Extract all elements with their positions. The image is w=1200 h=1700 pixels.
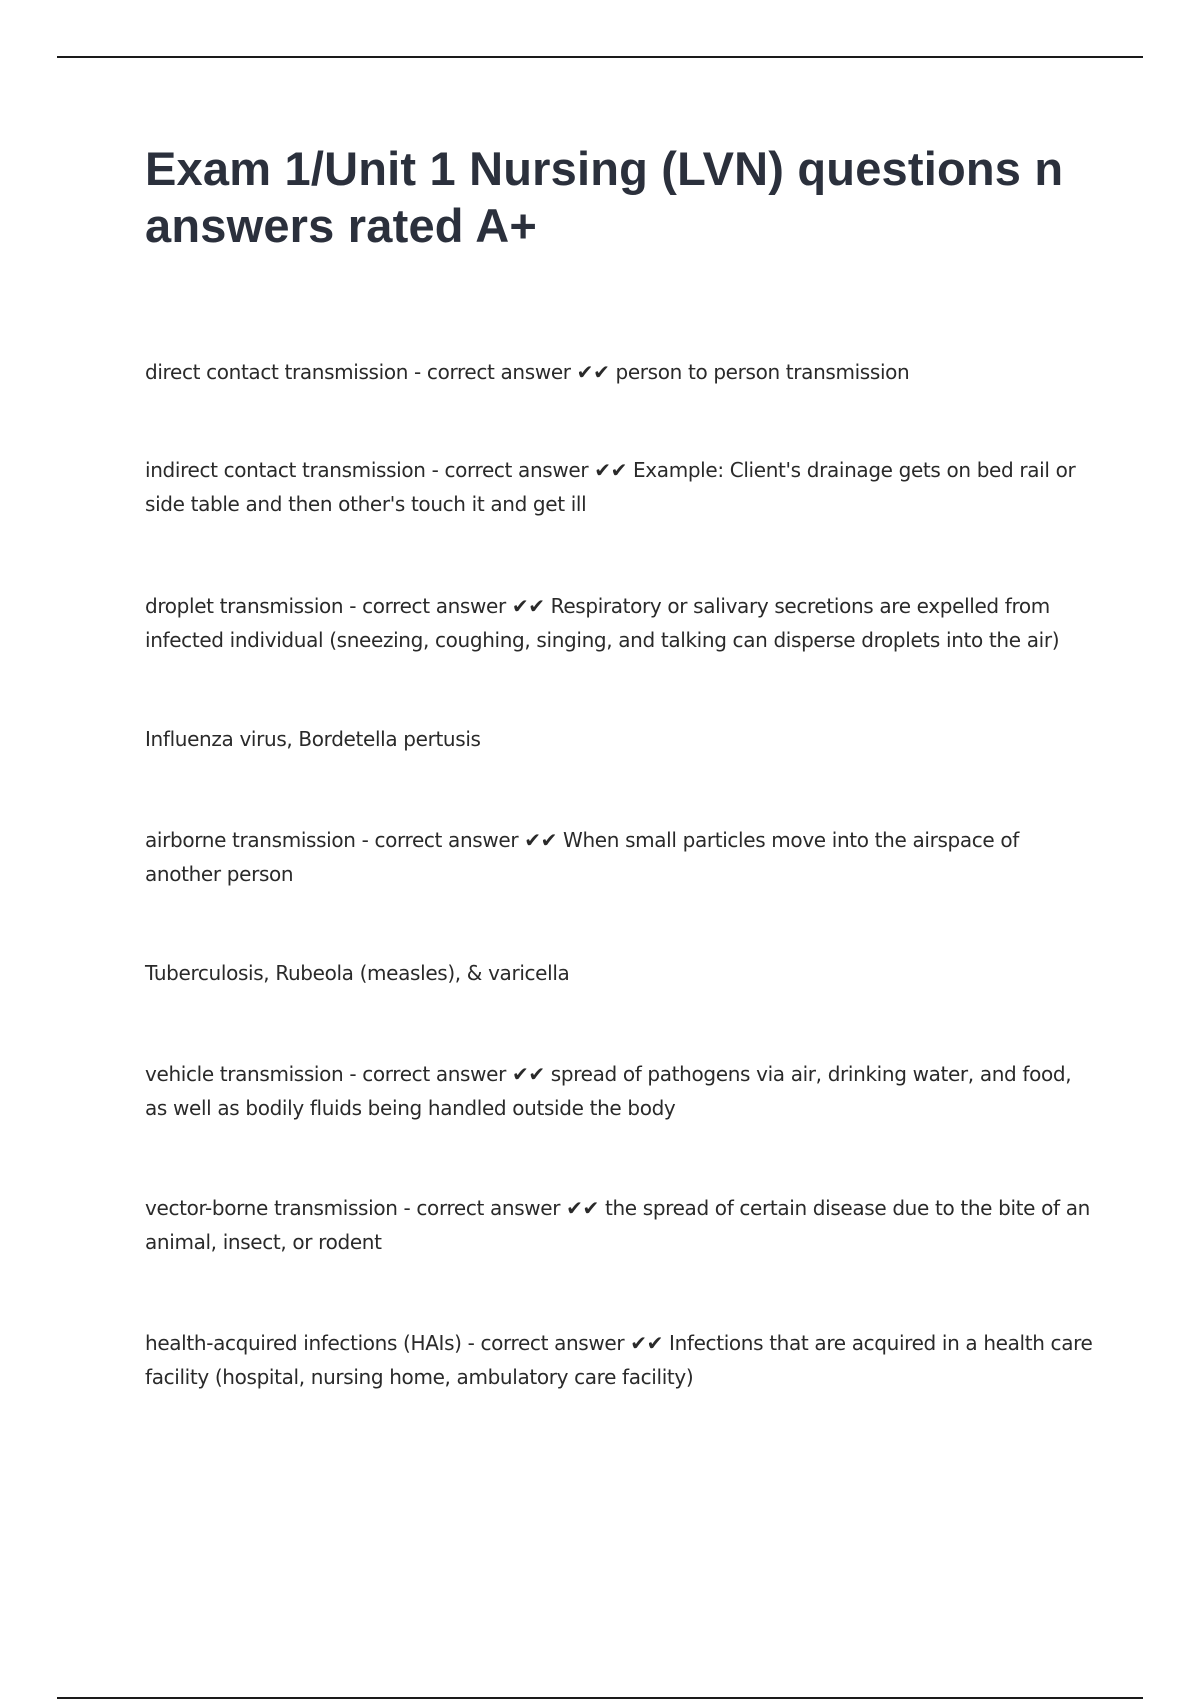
qa-entry-droplet-examples: Influenza virus, Bordetella pertusis <box>145 727 481 751</box>
bottom-rule <box>57 1697 1143 1699</box>
qa-entry-vehicle: vehicle transmission - correct answer ✔✔ spread of pathogens via air, drinking water, and food, as well as bodily fluids being handled outside the body <box>145 1062 1072 1120</box>
qa-entry-vector-borne: vector-borne transmission - correct answer ✔✔ the spread of certain disease due to the bite of an animal, insect, or rodent <box>145 1196 1090 1254</box>
qa-entry-indirect-contact: indirect contact transmission - correct answer ✔✔ Example: Client's drainage gets on bed rail or side table and then other's touch it and get ill <box>145 458 1076 516</box>
qa-entry-airborne: airborne transmission - correct answer ✔✔ When small particles move into the airspace of another person <box>145 828 1019 886</box>
qa-entry-droplet: droplet transmission - correct answer ✔✔ Respiratory or salivary secretions are expelled from infected individual (sneezing, coughing, singing, and talking can disperse droplets into the air) <box>145 594 1060 652</box>
qa-entry-airborne-examples: Tuberculosis, Rubeola (measles), & varicella <box>145 961 570 985</box>
qa-entry-direct-contact: direct contact transmission - correct answer ✔✔ person to person transmission <box>145 360 910 384</box>
top-rule <box>57 56 1143 58</box>
qa-entry-hai: health-acquired infections (HAIs) - correct answer ✔✔ Infections that are acquired in a health care facility (hospital, nursing home, ambulatory care facility) <box>145 1331 1093 1389</box>
page-title: Exam 1/Unit 1 Nursing (LVN) questions n answers rated A+ <box>145 142 1064 252</box>
